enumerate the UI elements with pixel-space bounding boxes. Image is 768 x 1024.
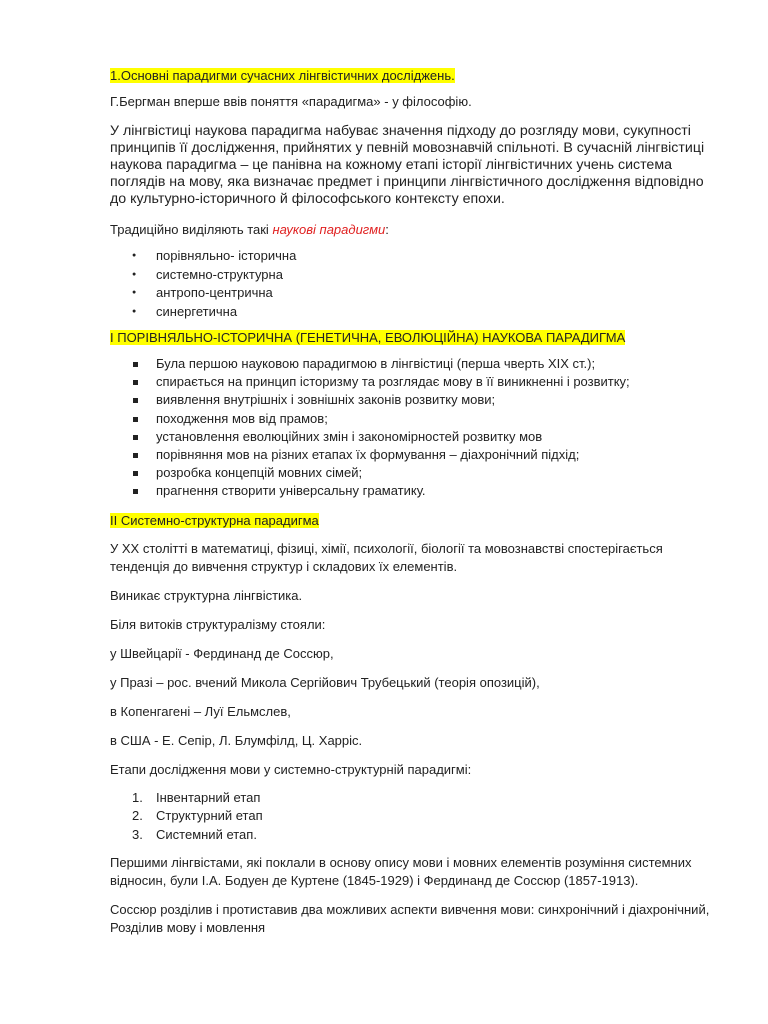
list-item: ● порівняльно- історична xyxy=(110,247,715,266)
highlight: ІІ Системно-структурна парадигма xyxy=(110,512,319,528)
document-page xyxy=(110,66,715,937)
list-item xyxy=(110,826,715,845)
list-item: установлення еволюційних змін і закономірностей розвитку мов xyxy=(110,428,715,446)
paragraph-traditional xyxy=(110,221,715,239)
list-item: порівняння мов на різних етапах їх формування – діахронічний підхід; xyxy=(110,446,715,464)
heading-main-paradigms xyxy=(110,66,715,85)
highlight: 1.Основні парадигми сучасних лінгвістичних досліджень. xyxy=(110,68,455,83)
paragraph-stages: Етапи дослідження мови у системно-структурній парадигмі: xyxy=(110,761,472,777)
highlight: І ПОРІВНЯЛЬНО-ІСТОРИЧНА (ГЕНЕТИЧНА, ЕВОЛЮЦІЙНА) НАУКОВА ПАРАДИГМА xyxy=(110,330,626,345)
list-text: Інвентарний етап xyxy=(156,789,261,805)
paragraph-structural-linguistics: Виникає структурна лінгвістика. xyxy=(110,587,303,603)
list-item xyxy=(110,789,715,808)
scientific-paradigms-emphasis: наукові парадигми xyxy=(272,222,386,237)
list-item: походження мов від прамов; xyxy=(110,410,715,428)
list-item: прагнення створити універсальну граматику. xyxy=(110,482,715,500)
list-number: 3. xyxy=(132,826,143,842)
paragraph-switzerland: у Швейцарії - Фердинанд де Соссюр, xyxy=(110,645,334,661)
list-item: виявлення внутрішніх і зовнішніх законів розвитку мови; xyxy=(110,391,715,409)
paragraph-saussure: Соссюр розділив і протиставив два можливих аспекти вивчення мови: синхронічний і діахронічний, Розділив мову і мовлення xyxy=(110,902,710,936)
list-text: Системний етап. xyxy=(156,826,257,842)
paragraph-origins: Біля витоків структуралізму стояли: xyxy=(110,616,326,632)
list-item: розробка концепцій мовних сімей; xyxy=(110,464,715,482)
list-number: 1. xyxy=(132,789,143,805)
list-item: спирається на принцип історизму та розглядає мову в її виникненні і розвитку; xyxy=(110,373,715,391)
list-item: ● антропо-центрична xyxy=(110,284,715,303)
paragraph-first-linguists: Першими лінгвістами, які поклали в основу опису мови і мовних елементів розуміння системних відносин, були І.А. Бодуен де Куртене (1845-1929) і Фердинанд де Соссюр (1857-1913). xyxy=(110,855,692,889)
list-number: 2. xyxy=(132,808,143,824)
paradigm-list xyxy=(110,247,715,321)
list-item: ● системно-структурна xyxy=(110,266,715,285)
heading-comparative-historical xyxy=(110,328,715,347)
list-item: ● синергетична xyxy=(110,303,715,322)
heading-system-structural xyxy=(110,511,715,530)
paragraph-bergman: Г.Бергман вперше ввів поняття «парадигма» - у філософію. xyxy=(110,94,472,109)
paragraph-usa: в США - Е. Сепір, Л. Блумфілд, Ц. Харріс. xyxy=(110,732,363,748)
paragraph-paradigm-definition: У лінгвістиці наукова парадигма набуває значення підходу до розгляду мови, сукупності принципів її дослідження, прийнятих у певній мовознавчій спільноті. В сучасній лінгвістиці наукова парадигма – це панівна на кожному етапі історії лінгвістичних учень система поглядів на мову, яка визначає предмет і принципи лінгвістичного дослідження відповідно до культурно-історичного й філософського контексту епохи. xyxy=(110,123,705,207)
traditional-suffix: : xyxy=(385,222,389,237)
traditional-prefix: Традиційно виділяють такі xyxy=(110,222,273,237)
comparative-features-list xyxy=(110,355,715,501)
stages-list xyxy=(110,789,715,845)
list-item xyxy=(110,807,715,826)
paragraph-copenhagen: в Копенгагені – Луї Ельмслев, xyxy=(110,703,291,719)
paragraph-xx-century: У ХХ столітті в математиці, фізиці, хімії, психології, біології та мовознавстві спостерігається тенденція до вивчення структур і складових їх елементів. xyxy=(110,540,663,574)
paragraph-prague: у Празі – рос. вчений Микола Сергійович Трубецький (теорія опозицій), xyxy=(110,674,540,690)
list-text: Структурний етап xyxy=(156,808,263,824)
list-item: Була першою науковою парадигмою в лінгвістиці (перша чверть ХІХ ст.); xyxy=(110,355,715,373)
